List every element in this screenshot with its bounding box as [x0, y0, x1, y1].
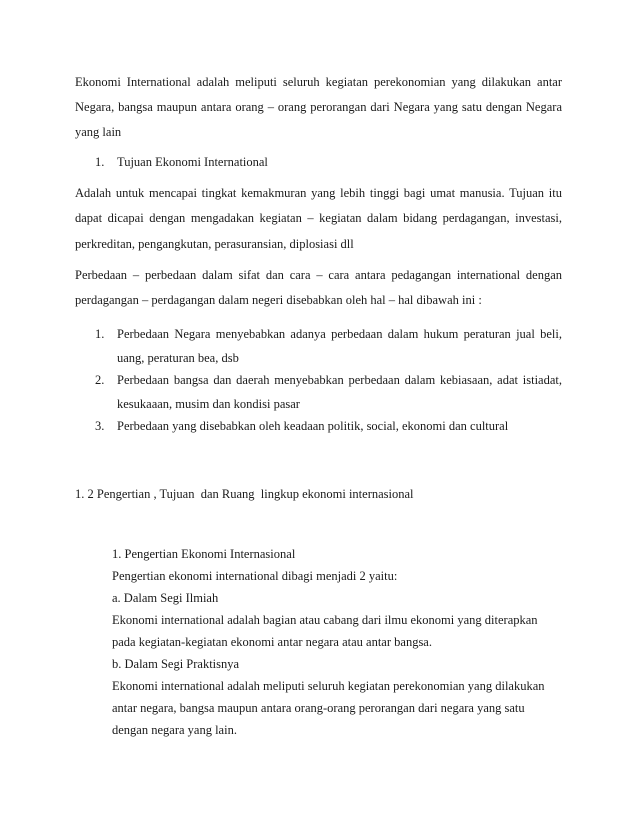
section12-line-2: Pengertian ekonomi international dibagi menjadi 2 yaitu:	[112, 569, 398, 583]
list-item-2-line-1: Perbedaan bangsa dan daerah menyebabkan perbedaan dalam kebiasaan, adat istiadat,	[117, 373, 562, 387]
section1-para-line-1: Adalah untuk mencapai tingkat kemakmuran yang lebih tinggi bagi umat manusia. Tujuan itu	[75, 186, 562, 200]
list-item-1-line-1: Perbedaan Negara menyebabkan adanya perbedaan dalam hukum peraturan jual beli,	[117, 327, 562, 341]
section12-heading: 1. 2 Pengertian , Tujuan dan Ruang lingkup ekonomi internasional	[75, 487, 414, 501]
section1-heading: Tujuan Ekonomi International	[117, 155, 268, 169]
section12-line-4: Ekonomi international adalah bagian atau cabang dari ilmu ekonomi yang diterapkan	[112, 613, 538, 627]
section1-number: 1.	[95, 155, 105, 169]
section12-line-3: a. Dalam Segi Ilmiah	[112, 591, 219, 605]
section1-para-line-3: perkreditan, pengangkutan, perasuransian, diplosiasi dll	[75, 237, 354, 251]
section12-line-9: dengan negara yang lain.	[112, 723, 237, 737]
section1-para-line-2: dapat dicapai dengan mengadakan kegiatan – kegiatan dalam bidang perdagangan, investasi,	[75, 211, 562, 225]
section12-line-1: 1. Pengertian Ekonomi Internasional	[112, 547, 296, 561]
differences-intro-line-2: perdagangan – perdagangan dalam negeri disebabkan oleh hal – hal dibawah ini :	[75, 293, 482, 307]
intro-line-2: Negara, bangsa maupun antara orang – orang perorangan dari Negara yang satu dengan Negara	[75, 100, 562, 114]
list-item-3-line-1: Perbedaan yang disebabkan oleh keadaan politik, social, ekonomi dan cultural	[117, 419, 509, 433]
differences-intro-line-1: Perbedaan – perbedaan dalam sifat dan cara – cara antara pedagangan international dengan	[75, 268, 562, 282]
section12-line-8: antar negara, bangsa maupun antara orang-orang perorangan dari negara yang satu	[112, 701, 525, 715]
list-item-3-number: 3.	[95, 419, 105, 433]
section12-line-6: b. Dalam Segi Praktisnya	[112, 657, 240, 671]
intro-line-3: yang lain	[75, 125, 122, 139]
section12-line-5: pada kegiatan-kegiatan ekonomi antar negara atau antar bangsa.	[112, 635, 432, 649]
list-item-2-line-2: kesukaaan, musim dan kondisi pasar	[117, 397, 300, 411]
list-item-1-line-2: uang, peraturan bea, dsb	[117, 351, 239, 365]
list-item-2-number: 2.	[95, 373, 105, 387]
section12-line-7: Ekonomi international adalah meliputi seluruh kegiatan perekonomian yang dilakukan	[112, 679, 545, 693]
intro-line-1: Ekonomi International adalah meliputi seluruh kegiatan perekonomian yang dilakukan antar	[75, 75, 562, 89]
list-item-1-number: 1.	[95, 327, 105, 341]
